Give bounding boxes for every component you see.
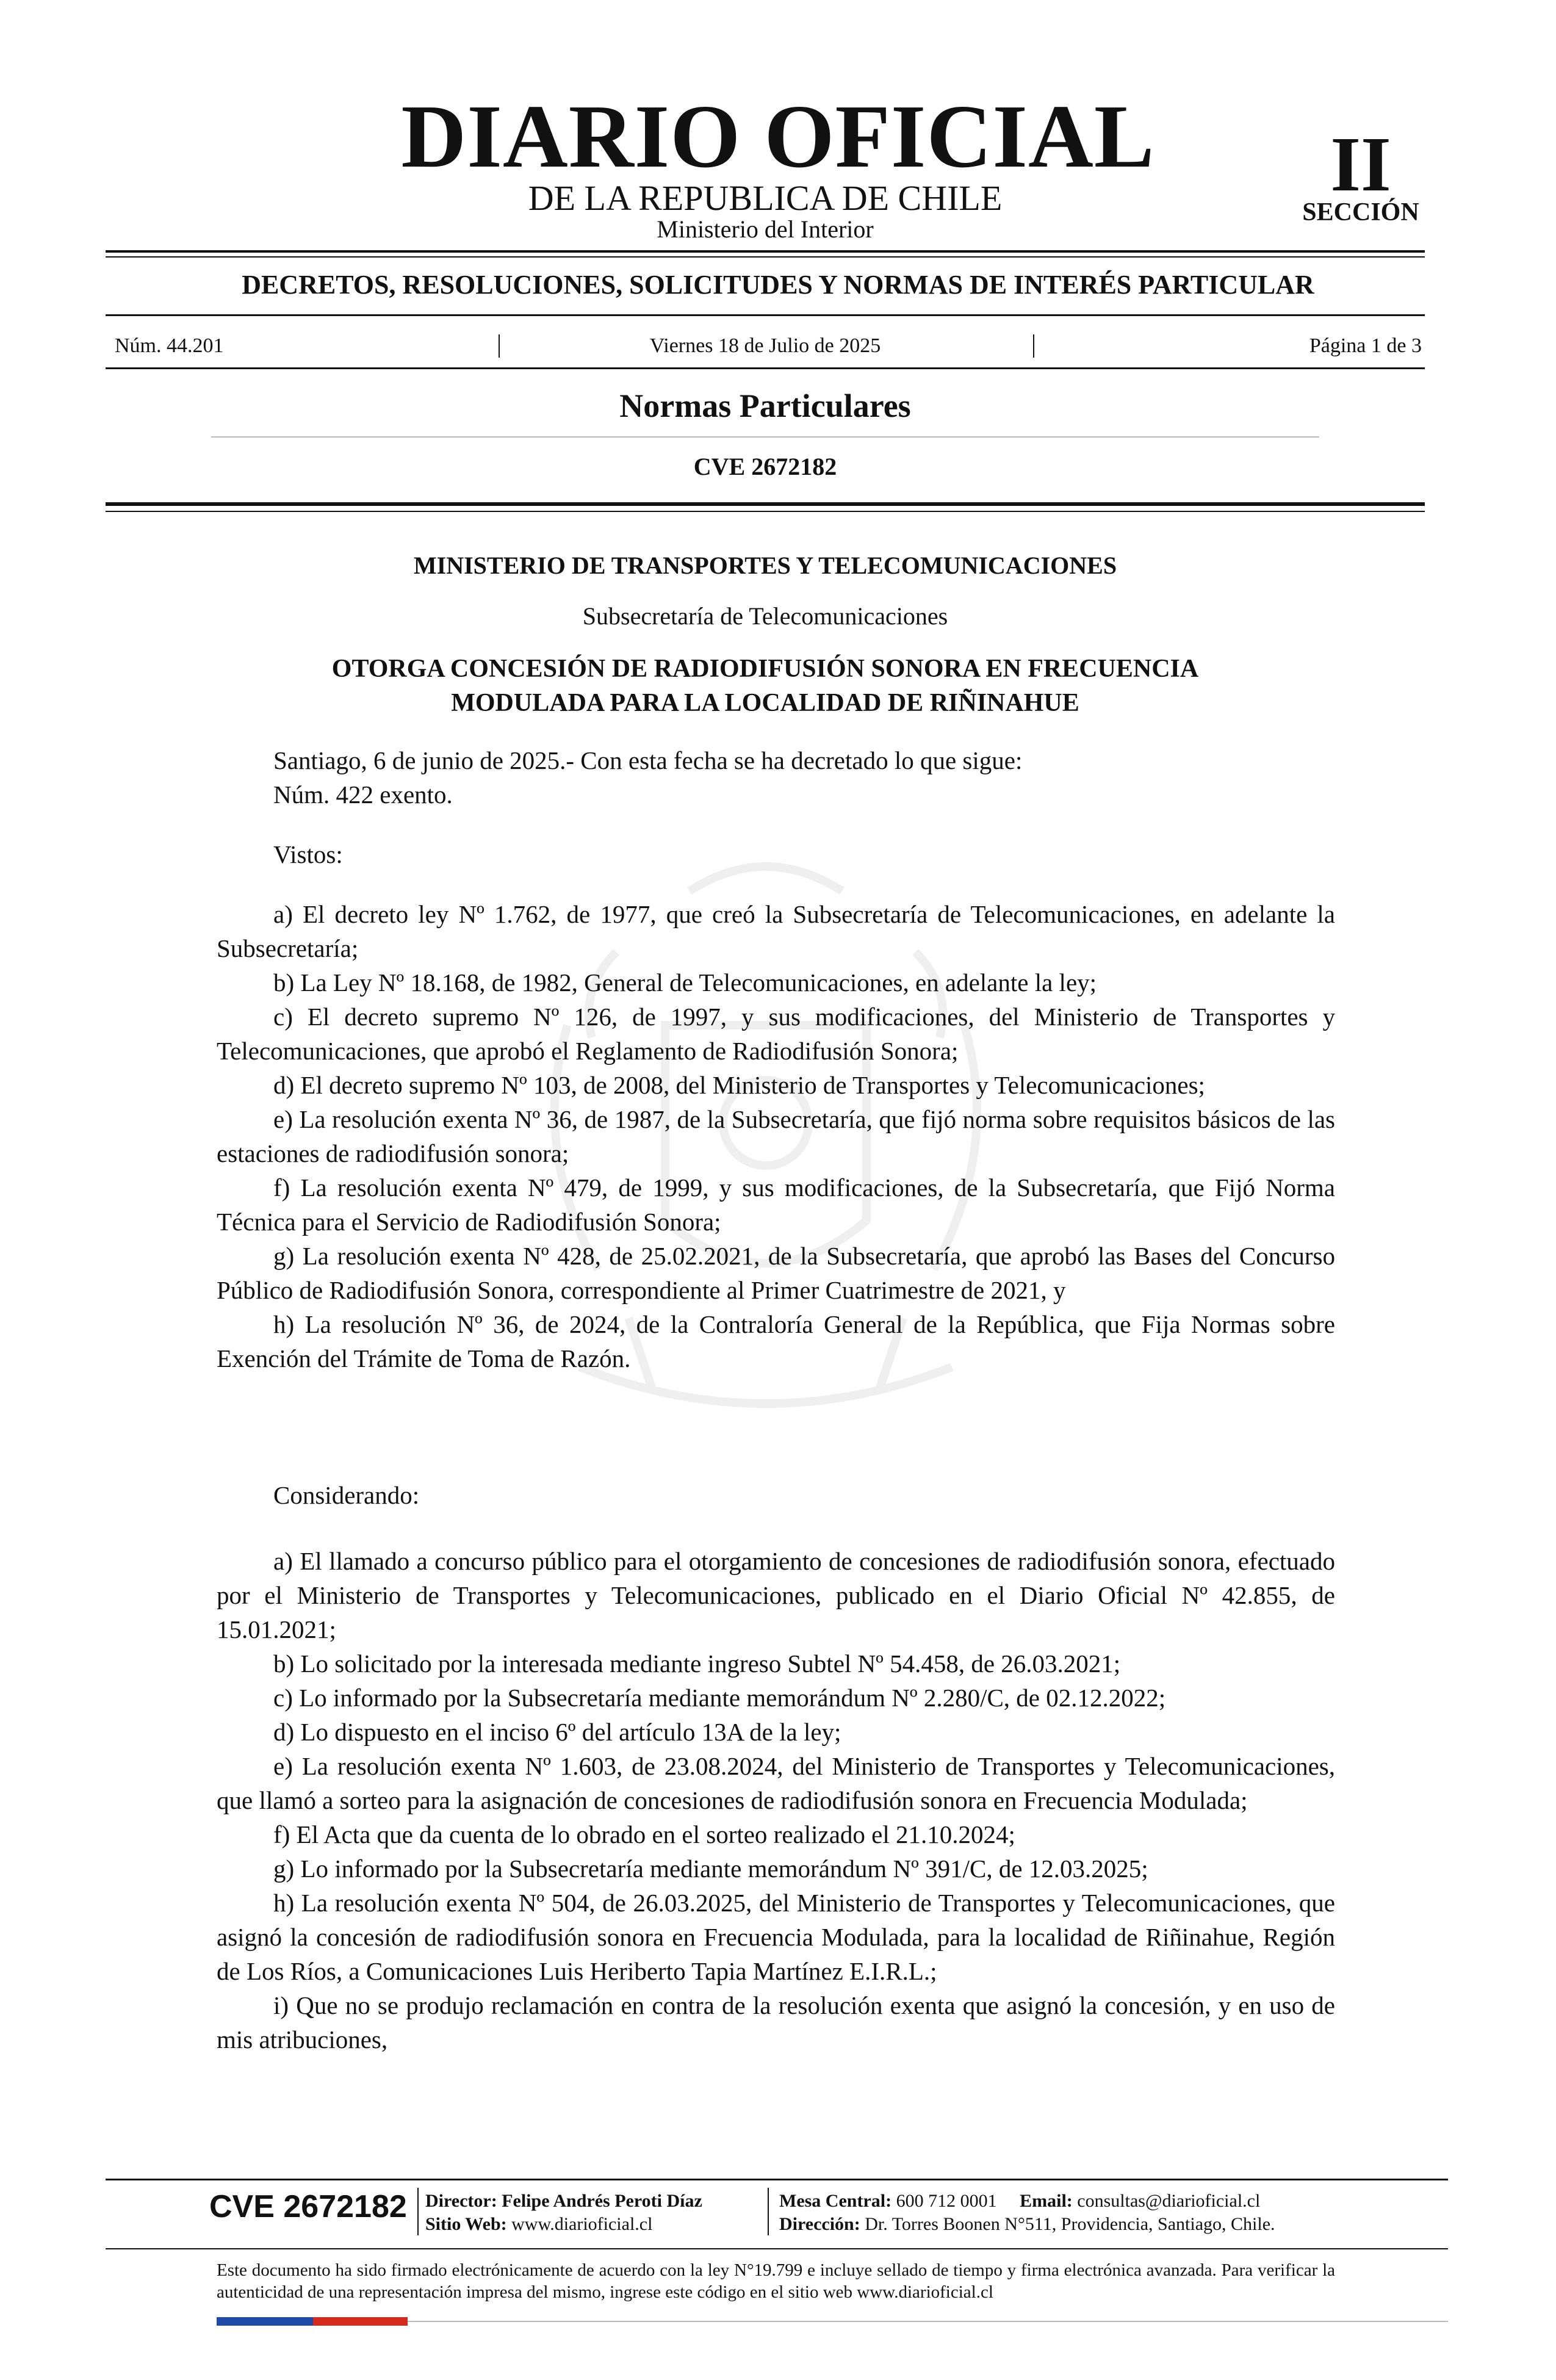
list-item: h) La resolución exenta Nº 504, de 26.03.2025, del Ministerio de Transportes y Telecomunicaciones, que asignó la concesión de radiodifusión sonora en Frecuencia Modulada, para la localidad de Riñinahue, Región de Los Ríos, a Comunicaciones Luis Heriberto Tapia Martínez E.I.R.L.; <box>217 1889 1335 1985</box>
footer-divider-top <box>106 2179 1448 2180</box>
address-value: Dr. Torres Boonen N°511, Providencia, Santiago, Chile. <box>865 2214 1275 2234</box>
list-item: g) La resolución exenta Nº 428, de 25.02.2021, de la Subsecretaría, que aprobó las Bases del Concurso Público de Radiodifusión Sonora, correspondiente al Primer Cuatrimestre de 2021, y <box>217 1242 1335 1304</box>
footer-divider-mid <box>106 2248 1448 2249</box>
decree-title <box>0 652 1530 720</box>
issue-number: Núm. 44.201 <box>115 334 224 357</box>
footer-address <box>779 2213 1275 2236</box>
website-link[interactable]: www.diarioficial.cl <box>511 2214 653 2234</box>
list-item: b) Lo solicitado por la interesada mediante ingreso Subtel Nº 54.458, de 26.03.2021; <box>273 1650 1121 1678</box>
flag-stripe-red <box>313 2317 408 2326</box>
page-indicator: Página 1 de 3 <box>1309 334 1422 357</box>
issuing-subsecretaria: Subsecretaría de Telecomunicaciones <box>582 602 948 630</box>
footer-contact <box>779 2190 1260 2213</box>
list-item: a) El decreto ley Nº 1.762, de 1977, que creó la Subsecretaría de Telecomunicaciones, en adelante la Subsecretaría; <box>217 900 1335 962</box>
section-number: II <box>1330 121 1391 207</box>
list-item: c) Lo informado por la Subsecretaría mediante memorándum Nº 2.280/C, de 02.12.2022; <box>273 1684 1166 1712</box>
director-name: Felipe Andrés Peroti Díaz <box>502 2191 702 2211</box>
list-item: g) Lo informado por la Subsecretaría mediante memorándum Nº 391/C, de 12.03.2025; <box>273 1855 1148 1883</box>
list-item: i) Que no se produjo reclamación en contra de la resolución exenta que asignó la concesión, y en uso de mis atribuciones, <box>217 1991 1335 2054</box>
list-item: f) El Acta que da cuenta de lo obrado en el sorteo realizado el 21.10.2024; <box>273 1820 1015 1848</box>
footer-director <box>425 2190 702 2213</box>
email-label: Email: <box>1020 2191 1073 2211</box>
banner-divider <box>106 314 1425 316</box>
masthead-subtitle: DE LA REPUBLICA DE CHILE <box>528 178 1003 218</box>
vistos-heading: Vistos: <box>273 840 343 868</box>
issue-date: Viernes 18 de Julio de 2025 <box>649 334 881 357</box>
decree-title-line: MODULADA PARA LA LOCALIDAD DE RIÑINAHUE <box>451 689 1079 717</box>
footer-divider-bottom <box>408 2321 1448 2322</box>
mesa-label: Mesa Central: <box>779 2191 892 2211</box>
list-item: f) La resolución exenta Nº 479, de 1999, y sus modificaciones, de la Subsecretaría, que Fijó Norma Técnica para el Servicio de Radiodifusión Sonora; <box>217 1174 1335 1236</box>
list-item: c) El decreto supremo Nº 126, de 1997, y sus modificaciones, del Ministerio de Transportes y Telecomunicaciones, que aprobó el Reglamento de Radiodifusión Sonora; <box>217 1003 1335 1065</box>
masthead-ministry: Ministerio del Interior <box>657 215 874 243</box>
list-item: d) Lo dispuesto en el inciso 6º del artículo 13A de la ley; <box>273 1718 841 1746</box>
footer-website <box>425 2213 652 2236</box>
list-item: e) La resolución exenta Nº 36, de 1987, de la Subsecretaría, que fijó norma sobre requisitos básicos de las estaciones de radiodifusión sonora; <box>217 1105 1335 1167</box>
mesa-phone: 600 712 0001 <box>896 2191 997 2211</box>
section-banner: DECRETOS, RESOLUCIONES, SOLICITUDES Y NORMAS DE INTERÉS PARTICULAR <box>242 270 1314 300</box>
header-divider-thick <box>106 502 1425 506</box>
flag-stripe-blue <box>217 2317 313 2326</box>
issuing-ministry: MINISTERIO DE TRANSPORTES Y TELECOMUNICACIONES <box>413 552 1117 579</box>
masthead-divider-top-thin <box>106 256 1425 258</box>
header-divider-thin <box>106 511 1425 512</box>
decree-opening <box>273 743 1469 812</box>
considerando-heading: Considerando: <box>273 1481 420 1509</box>
masthead-title: DIARIO OFICIAL <box>401 87 1155 187</box>
list-item: d) El decreto supremo Nº 103, de 2008, del Ministerio de Transportes y Telecomunicaciones; <box>273 1071 1205 1099</box>
decree-title-line: OTORGA CONCESIÓN DE RADIODIFUSIÓN SONORA EN FRECUENCIA <box>331 655 1199 683</box>
issue-divider <box>106 367 1425 369</box>
section-label: SECCIÓN <box>1302 198 1419 226</box>
list-item: b) La Ley Nº 18.168, de 1982, General de Telecomunicaciones, en adelante la ley; <box>273 968 1097 997</box>
footer-separator <box>417 2188 419 2235</box>
masthead-divider-top <box>106 250 1425 253</box>
director-label: Director: <box>425 2191 497 2211</box>
footer-separator <box>768 2188 769 2235</box>
cve-code: CVE 2672182 <box>693 453 837 480</box>
list-item: a) El llamado a concurso público para el otorgamiento de concesiones de radiodifusión sonora, efectuado por el Ministerio de Transportes y Telecomunicaciones, publicado en el Diario Oficial Nº 42.855, de 15.01.2021; <box>217 1547 1335 1643</box>
website-label: Sitio Web: <box>425 2214 507 2234</box>
opening-line: Santiago, 6 de junio de 2025.- Con esta fecha se ha decretado lo que sigue: <box>273 746 1023 774</box>
footer-cve-code: CVE 2672182 <box>209 2189 407 2224</box>
considerando-list <box>217 1544 1335 2057</box>
category-underline <box>211 436 1319 438</box>
footer-legal-notice: Este documento ha sido firmado electrónicamente de acuerdo con la ley N°19.799 e incluye sellado de tiempo y firma electrónica avanzada. Para verificar la autenticidad de una representación impresa del mismo, ingrese este código en el sitio web www.diarioficial.cl <box>217 2260 1335 2302</box>
vistos-list <box>217 897 1335 1376</box>
decree-number: Núm. 422 exento. <box>273 781 453 809</box>
list-item: e) La resolución exenta Nº 1.603, de 23.08.2024, del Ministerio de Transportes y Telecomunicaciones, que llamó a sorteo para la asignación de concesiones de radiodifusión sonora en Frecuencia Modulada; <box>217 1752 1335 1814</box>
category-heading: Normas Particulares <box>619 388 911 424</box>
email-link[interactable]: consultas@diarioficial.cl <box>1077 2191 1261 2211</box>
list-item: h) La resolución Nº 36, de 2024, de la Contraloría General de la República, que Fija Normas sobre Exención del Trámite de Toma de Razón. <box>217 1310 1335 1372</box>
address-label: Dirección: <box>779 2214 860 2234</box>
issue-separator <box>1033 334 1034 358</box>
